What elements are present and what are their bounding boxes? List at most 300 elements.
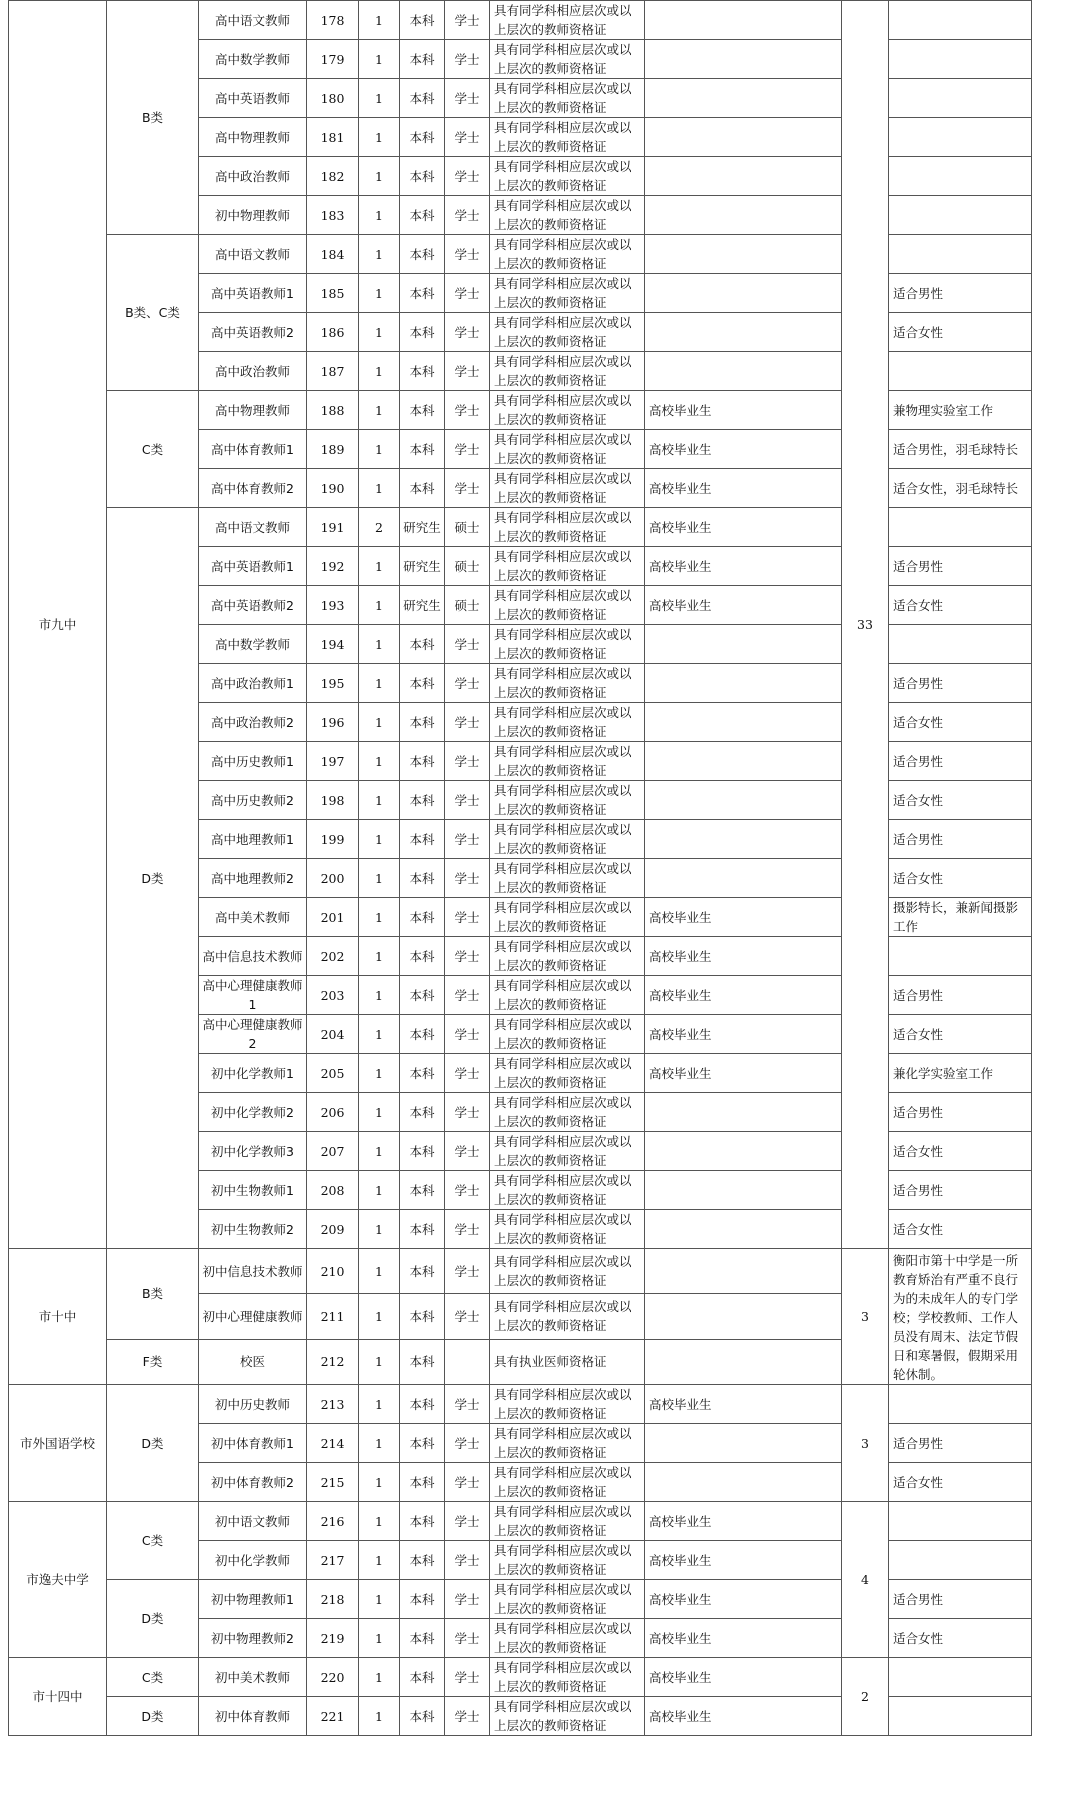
hire-count: 1: [359, 976, 400, 1015]
degree: 学士: [445, 1171, 490, 1210]
post-code: 186: [307, 313, 359, 352]
post-code: 178: [307, 1, 359, 40]
post-name: 高中心理健康教师1: [199, 976, 307, 1015]
school-name: 市九中: [9, 1, 107, 1249]
qualification: 具有同学科相应层次或以上层次的教师资格证: [490, 118, 645, 157]
hire-count: 1: [359, 664, 400, 703]
hire-count: 1: [359, 820, 400, 859]
education: 研究生: [400, 508, 445, 547]
school-total: 4: [842, 1502, 889, 1658]
other-requirement: 高校毕业生: [645, 1697, 842, 1736]
remark: 兼物理实验室工作: [889, 391, 1032, 430]
post-code: 195: [307, 664, 359, 703]
education: 本科: [400, 1093, 445, 1132]
post-code: 213: [307, 1385, 359, 1424]
post-name: 高中英语教师2: [199, 586, 307, 625]
education: 本科: [400, 1249, 445, 1294]
hire-count: 1: [359, 781, 400, 820]
remark: 兼化学实验室工作: [889, 1054, 1032, 1093]
degree: 学士: [445, 469, 490, 508]
hire-count: 1: [359, 352, 400, 391]
remark: [889, 118, 1032, 157]
post-code: 211: [307, 1294, 359, 1339]
remark: [889, 352, 1032, 391]
qualification: 具有同学科相应层次或以上层次的教师资格证: [490, 40, 645, 79]
hire-count: 1: [359, 157, 400, 196]
degree: 学士: [445, 1249, 490, 1294]
education: 本科: [400, 1, 445, 40]
remark: 适合女性: [889, 1015, 1032, 1054]
degree: 学士: [445, 1580, 490, 1619]
education: 本科: [400, 1658, 445, 1697]
qualification: 具有同学科相应层次或以上层次的教师资格证: [490, 313, 645, 352]
post-name: 高中英语教师1: [199, 274, 307, 313]
other-requirement: 高校毕业生: [645, 1502, 842, 1541]
other-requirement: [645, 196, 842, 235]
education: 本科: [400, 1294, 445, 1339]
qualification: 具有同学科相应层次或以上层次的教师资格证: [490, 1541, 645, 1580]
hire-count: 1: [359, 1249, 400, 1294]
post-name: 高中政治教师1: [199, 664, 307, 703]
degree: 学士: [445, 1385, 490, 1424]
other-requirement: [645, 1294, 842, 1339]
post-name: 初中物理教师: [199, 196, 307, 235]
remark: 适合女性: [889, 1210, 1032, 1249]
remark: 适合女性: [889, 859, 1032, 898]
post-code: 214: [307, 1424, 359, 1463]
degree: 学士: [445, 742, 490, 781]
remark: [889, 1, 1032, 40]
category-name: B类: [107, 1249, 199, 1340]
remark: [889, 40, 1032, 79]
remark: 适合男性: [889, 1424, 1032, 1463]
education: 本科: [400, 391, 445, 430]
category-name: C类: [107, 1502, 199, 1580]
education: 本科: [400, 859, 445, 898]
education: 本科: [400, 625, 445, 664]
other-requirement: [645, 1339, 842, 1384]
qualification: 具有同学科相应层次或以上层次的教师资格证: [490, 1093, 645, 1132]
post-code: 209: [307, 1210, 359, 1249]
post-name: 高中物理教师: [199, 118, 307, 157]
post-code: 218: [307, 1580, 359, 1619]
post-code: 210: [307, 1249, 359, 1294]
degree: 学士: [445, 937, 490, 976]
qualification: 具有同学科相应层次或以上层次的教师资格证: [490, 586, 645, 625]
remark: [889, 937, 1032, 976]
degree: 学士: [445, 1210, 490, 1249]
remark: 适合女性: [889, 1619, 1032, 1658]
hire-count: 1: [359, 1, 400, 40]
category-name: D类: [107, 1697, 199, 1736]
post-name: 初中美术教师: [199, 1658, 307, 1697]
qualification: 具有同学科相应层次或以上层次的教师资格证: [490, 430, 645, 469]
post-name: 高中信息技术教师: [199, 937, 307, 976]
remark: [889, 1697, 1032, 1736]
hire-count: 1: [359, 196, 400, 235]
category-name: D类: [107, 508, 199, 1249]
hire-count: 1: [359, 391, 400, 430]
education: 本科: [400, 157, 445, 196]
post-code: 221: [307, 1697, 359, 1736]
other-requirement: 高校毕业生: [645, 586, 842, 625]
degree: 学士: [445, 1619, 490, 1658]
post-code: 184: [307, 235, 359, 274]
school-name: 市十中: [9, 1249, 107, 1385]
education: 研究生: [400, 586, 445, 625]
degree: 硕士: [445, 586, 490, 625]
education: 本科: [400, 79, 445, 118]
post-name: 高中政治教师: [199, 157, 307, 196]
qualification: 具有同学科相应层次或以上层次的教师资格证: [490, 1294, 645, 1339]
degree: 硕士: [445, 547, 490, 586]
post-code: 194: [307, 625, 359, 664]
post-name: 初中生物教师2: [199, 1210, 307, 1249]
hire-count: 1: [359, 1619, 400, 1658]
education: 本科: [400, 235, 445, 274]
degree: 硕士: [445, 508, 490, 547]
other-requirement: [645, 859, 842, 898]
post-code: 188: [307, 391, 359, 430]
post-code: 208: [307, 1171, 359, 1210]
degree: 学士: [445, 1132, 490, 1171]
other-requirement: [645, 625, 842, 664]
other-requirement: [645, 1093, 842, 1132]
hire-count: 1: [359, 547, 400, 586]
qualification: 具有同学科相应层次或以上层次的教师资格证: [490, 625, 645, 664]
hire-count: 1: [359, 1171, 400, 1210]
qualification: 具有同学科相应层次或以上层次的教师资格证: [490, 1619, 645, 1658]
post-name: 初中体育教师: [199, 1697, 307, 1736]
hire-count: 1: [359, 859, 400, 898]
post-name: 高中历史教师1: [199, 742, 307, 781]
hire-count: 1: [359, 1132, 400, 1171]
remark: 摄影特长，兼新闻摄影工作: [889, 898, 1032, 937]
hire-count: 1: [359, 40, 400, 79]
other-requirement: 高校毕业生: [645, 898, 842, 937]
remark: [889, 157, 1032, 196]
table-row: [9, 1249, 1032, 1294]
education: 本科: [400, 1015, 445, 1054]
remark: 适合女性: [889, 586, 1032, 625]
other-requirement: [645, 157, 842, 196]
qualification: 具有同学科相应层次或以上层次的教师资格证: [490, 820, 645, 859]
group-note: 衡阳市第十中学是一所教育矫治有严重不良行为的未成年人的专门学校；学校教师、工作人员没有周末、法定节假日和寒暑假，假期采用轮休制。: [889, 1249, 1032, 1385]
qualification: 具有同学科相应层次或以上层次的教师资格证: [490, 1210, 645, 1249]
post-name: 高中政治教师: [199, 352, 307, 391]
degree: 学士: [445, 1054, 490, 1093]
remark: 适合男性: [889, 742, 1032, 781]
degree: 学士: [445, 781, 490, 820]
category-name: C类: [107, 1658, 199, 1697]
other-requirement: 高校毕业生: [645, 469, 842, 508]
hire-count: 1: [359, 430, 400, 469]
post-name: 高中数学教师: [199, 625, 307, 664]
qualification: 具有同学科相应层次或以上层次的教师资格证: [490, 937, 645, 976]
qualification: 具有同学科相应层次或以上层次的教师资格证: [490, 898, 645, 937]
post-code: 220: [307, 1658, 359, 1697]
education: 本科: [400, 40, 445, 79]
other-requirement: 高校毕业生: [645, 391, 842, 430]
post-code: 193: [307, 586, 359, 625]
remark: [889, 235, 1032, 274]
hire-count: 1: [359, 1658, 400, 1697]
post-code: 189: [307, 430, 359, 469]
post-code: 202: [307, 937, 359, 976]
remark: 适合男性: [889, 547, 1032, 586]
hire-count: 1: [359, 1210, 400, 1249]
table-row: [9, 1502, 1032, 1541]
qualification: 具有同学科相应层次或以上层次的教师资格证: [490, 1502, 645, 1541]
post-code: 216: [307, 1502, 359, 1541]
post-name: 高中物理教师: [199, 391, 307, 430]
education: 本科: [400, 742, 445, 781]
remark: [889, 1541, 1032, 1580]
education: 本科: [400, 1132, 445, 1171]
hire-count: 1: [359, 79, 400, 118]
post-name: 高中英语教师: [199, 79, 307, 118]
education: 本科: [400, 1580, 445, 1619]
other-requirement: [645, 1, 842, 40]
education: 本科: [400, 313, 445, 352]
post-code: 215: [307, 1463, 359, 1502]
degree: 学士: [445, 625, 490, 664]
post-code: 204: [307, 1015, 359, 1054]
post-name: 初中化学教师3: [199, 1132, 307, 1171]
education: 本科: [400, 820, 445, 859]
other-requirement: [645, 1424, 842, 1463]
education: 本科: [400, 664, 445, 703]
post-name: 初中物理教师1: [199, 1580, 307, 1619]
post-code: 198: [307, 781, 359, 820]
remark: 适合女性，羽毛球特长: [889, 469, 1032, 508]
education: 本科: [400, 196, 445, 235]
post-name: 高中历史教师2: [199, 781, 307, 820]
remark: [889, 79, 1032, 118]
post-name: 初中语文教师: [199, 1502, 307, 1541]
education: 本科: [400, 937, 445, 976]
remark: 适合男性: [889, 1093, 1032, 1132]
degree: 学士: [445, 1015, 490, 1054]
other-requirement: [645, 235, 842, 274]
education: 本科: [400, 781, 445, 820]
qualification: 具有同学科相应层次或以上层次的教师资格证: [490, 1697, 645, 1736]
other-requirement: 高校毕业生: [645, 976, 842, 1015]
hire-count: 1: [359, 1015, 400, 1054]
other-requirement: 高校毕业生: [645, 1658, 842, 1697]
post-code: 201: [307, 898, 359, 937]
qualification: 具有同学科相应层次或以上层次的教师资格证: [490, 781, 645, 820]
qualification: 具有同学科相应层次或以上层次的教师资格证: [490, 547, 645, 586]
degree: 学士: [445, 1294, 490, 1339]
degree: 学士: [445, 976, 490, 1015]
other-requirement: 高校毕业生: [645, 547, 842, 586]
qualification: 具有同学科相应层次或以上层次的教师资格证: [490, 1424, 645, 1463]
remark: [889, 508, 1032, 547]
remark: 适合女性: [889, 1132, 1032, 1171]
post-code: 182: [307, 157, 359, 196]
degree: 学士: [445, 1658, 490, 1697]
qualification: 具有同学科相应层次或以上层次的教师资格证: [490, 196, 645, 235]
post-code: 185: [307, 274, 359, 313]
degree: 学士: [445, 820, 490, 859]
other-requirement: 高校毕业生: [645, 1619, 842, 1658]
hire-count: 1: [359, 1463, 400, 1502]
hire-count: 1: [359, 1580, 400, 1619]
other-requirement: [645, 781, 842, 820]
hire-count: 1: [359, 1541, 400, 1580]
qualification: 具有同学科相应层次或以上层次的教师资格证: [490, 742, 645, 781]
post-code: 219: [307, 1619, 359, 1658]
school-total: 2: [842, 1658, 889, 1736]
post-code: 205: [307, 1054, 359, 1093]
education: 本科: [400, 1463, 445, 1502]
hire-count: 1: [359, 898, 400, 937]
hire-count: 1: [359, 937, 400, 976]
education: 本科: [400, 976, 445, 1015]
hire-count: 1: [359, 742, 400, 781]
qualification: 具有同学科相应层次或以上层次的教师资格证: [490, 1580, 645, 1619]
qualification: 具有同学科相应层次或以上层次的教师资格证: [490, 859, 645, 898]
education: 研究生: [400, 547, 445, 586]
other-requirement: [645, 664, 842, 703]
other-requirement: [645, 274, 842, 313]
remark: [889, 1502, 1032, 1541]
degree: 学士: [445, 1093, 490, 1132]
other-requirement: [645, 1132, 842, 1171]
table-row: [9, 1385, 1032, 1424]
post-name: 初中化学教师1: [199, 1054, 307, 1093]
qualification: 具有同学科相应层次或以上层次的教师资格证: [490, 664, 645, 703]
degree: 学士: [445, 664, 490, 703]
hire-count: 1: [359, 703, 400, 742]
remark: 适合男性: [889, 976, 1032, 1015]
post-code: 183: [307, 196, 359, 235]
table-row: [9, 1, 1032, 40]
education: 本科: [400, 1541, 445, 1580]
degree: 学士: [445, 1463, 490, 1502]
degree: 学士: [445, 352, 490, 391]
hire-count: 1: [359, 625, 400, 664]
post-name: 初中体育教师2: [199, 1463, 307, 1502]
education: 本科: [400, 1339, 445, 1384]
school-total: 3: [842, 1385, 889, 1502]
post-name: 高中数学教师: [199, 40, 307, 79]
qualification: 具有同学科相应层次或以上层次的教师资格证: [490, 1171, 645, 1210]
school-total: 3: [842, 1249, 889, 1385]
education: 本科: [400, 1619, 445, 1658]
other-requirement: [645, 820, 842, 859]
other-requirement: [645, 703, 842, 742]
qualification: 具有同学科相应层次或以上层次的教师资格证: [490, 157, 645, 196]
other-requirement: 高校毕业生: [645, 508, 842, 547]
post-code: 203: [307, 976, 359, 1015]
other-requirement: [645, 1249, 842, 1294]
qualification: 具有同学科相应层次或以上层次的教师资格证: [490, 703, 645, 742]
post-name: 高中语文教师: [199, 508, 307, 547]
hire-count: 1: [359, 235, 400, 274]
post-code: 190: [307, 469, 359, 508]
hire-count: 1: [359, 1339, 400, 1384]
post-name: 高中地理教师1: [199, 820, 307, 859]
degree: 学士: [445, 703, 490, 742]
hire-count: 1: [359, 1502, 400, 1541]
remark: [889, 196, 1032, 235]
degree: [445, 1339, 490, 1384]
post-code: 217: [307, 1541, 359, 1580]
remark: 适合女性: [889, 313, 1032, 352]
post-name: 高中语文教师: [199, 1, 307, 40]
other-requirement: 高校毕业生: [645, 1054, 842, 1093]
post-name: 高中政治教师2: [199, 703, 307, 742]
recruitment-table: [8, 0, 1032, 1736]
post-name: 校医: [199, 1339, 307, 1384]
post-code: 200: [307, 859, 359, 898]
qualification: 具有同学科相应层次或以上层次的教师资格证: [490, 235, 645, 274]
education: 本科: [400, 352, 445, 391]
other-requirement: 高校毕业生: [645, 1541, 842, 1580]
hire-count: 1: [359, 1385, 400, 1424]
post-code: 212: [307, 1339, 359, 1384]
post-code: 179: [307, 40, 359, 79]
qualification: 具有同学科相应层次或以上层次的教师资格证: [490, 508, 645, 547]
other-requirement: [645, 1463, 842, 1502]
degree: 学士: [445, 274, 490, 313]
education: 本科: [400, 1054, 445, 1093]
qualification: 具有同学科相应层次或以上层次的教师资格证: [490, 469, 645, 508]
post-name: 高中体育教师1: [199, 430, 307, 469]
degree: 学士: [445, 79, 490, 118]
school-name: 市逸夫中学: [9, 1502, 107, 1658]
post-name: 初中物理教师2: [199, 1619, 307, 1658]
degree: 学士: [445, 898, 490, 937]
post-name: 高中英语教师1: [199, 547, 307, 586]
post-code: 192: [307, 547, 359, 586]
other-requirement: [645, 40, 842, 79]
remark: [889, 625, 1032, 664]
degree: 学士: [445, 430, 490, 469]
degree: 学士: [445, 1502, 490, 1541]
category-name: B类、C类: [107, 235, 199, 391]
degree: 学士: [445, 118, 490, 157]
education: 本科: [400, 1697, 445, 1736]
education: 本科: [400, 469, 445, 508]
school-name: 市十四中: [9, 1658, 107, 1736]
remark: [889, 1385, 1032, 1424]
post-code: 196: [307, 703, 359, 742]
category-name: D类: [107, 1385, 199, 1502]
post-code: 180: [307, 79, 359, 118]
table-row: [9, 1658, 1032, 1697]
hire-count: 1: [359, 1054, 400, 1093]
degree: 学士: [445, 40, 490, 79]
other-requirement: 高校毕业生: [645, 1385, 842, 1424]
category-name: D类: [107, 1580, 199, 1658]
degree: 学士: [445, 196, 490, 235]
education: 本科: [400, 118, 445, 157]
hire-count: 1: [359, 1093, 400, 1132]
qualification: 具有同学科相应层次或以上层次的教师资格证: [490, 1658, 645, 1697]
other-requirement: [645, 1171, 842, 1210]
post-name: 初中生物教师1: [199, 1171, 307, 1210]
other-requirement: [645, 79, 842, 118]
post-code: 199: [307, 820, 359, 859]
post-name: 初中信息技术教师: [199, 1249, 307, 1294]
school-total: 33: [842, 1, 889, 1249]
qualification: 具有同学科相应层次或以上层次的教师资格证: [490, 1132, 645, 1171]
hire-count: 1: [359, 1697, 400, 1736]
education: 本科: [400, 1385, 445, 1424]
